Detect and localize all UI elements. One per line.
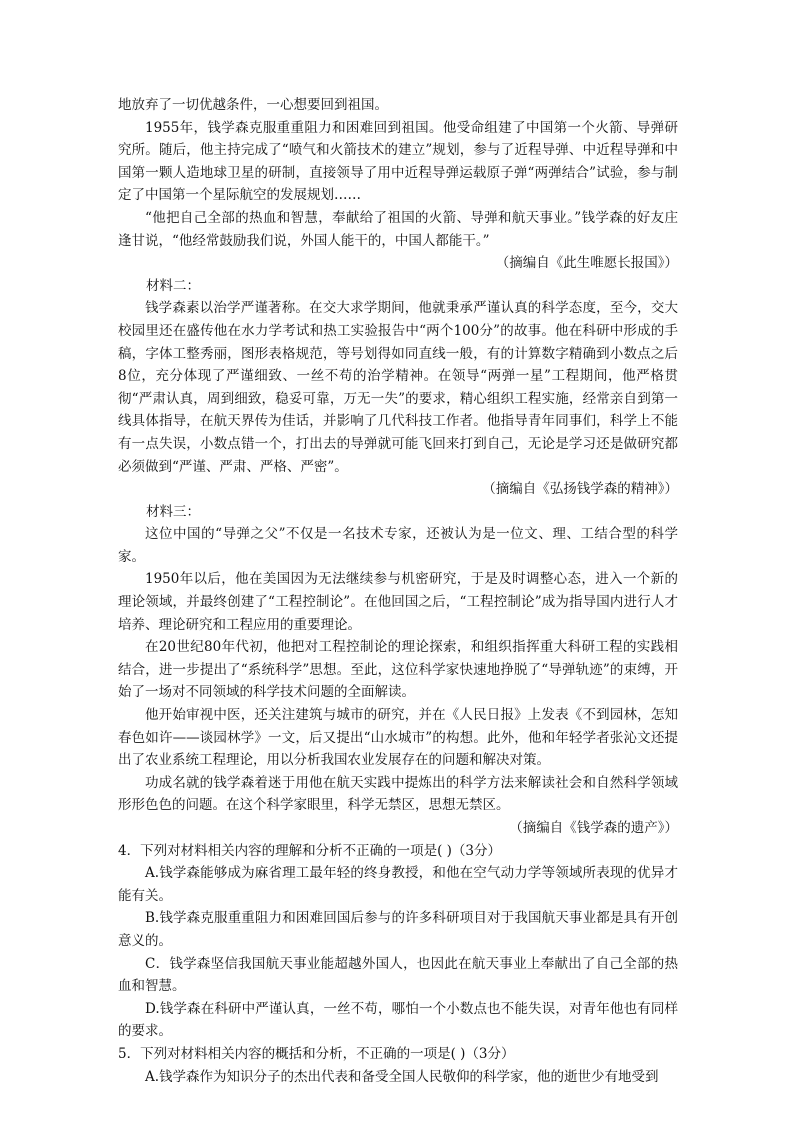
paragraph: 1955年，钱学森克服重重阻力和困难回到祖国。他受命组建了中国第一个火箭、导弹研究所。随后，他主持完成了“喷气和火箭技术的建立”规划，参与了近程导弹、中近程导弹和中国第一颗人造地球卫星的研制，直接领导了用中近程导弹运载原子弹“两弹结合”试验，参与制定了中国第一个星际航空的发展规划…… <box>118 119 678 204</box>
answer-option: D.钱学森在科研中严谨认真，一丝不苟，哪怕一个小数点也不能失误，对青年他也有同样的要求。 <box>118 1000 678 1040</box>
material-heading: 材料三： <box>146 503 200 520</box>
answer-option: C．钱学森坚信我国航天事业能超越外国人，也因此在航天事业上奉献出了自己全部的热血和智慧。 <box>118 955 678 995</box>
question-stem: 4．下列对材料相关内容的理解和分析不正确的一项是( )（3分） <box>118 842 502 859</box>
source-citation: （摘编自《此生唯愿长报国》） <box>495 255 678 272</box>
question-stem: 5．下列对材料相关内容的概括和分析，不正确的一项是( )（3分） <box>118 1045 515 1062</box>
answer-option: A.钱学森能够成为麻省理工最年轻的终身教授，和他在空气动力学等领域所表现的优异才能有关。 <box>118 865 678 904</box>
paragraph: 在20世纪80年代初，他把对工程控制论的理论探索，和组织指挥重大科研工程的实践相结合，进一步提出了“系统科学”思想。至此，这位科学家快速地挣脱了“导弹轨迹”的束缚，开始了一场对不同领域的科学技术问题的全面解读。 <box>118 639 678 701</box>
answer-option: B.钱学森克服重重阻力和困难回国后参与的许多科研项目对于我国航天事业都是具有开创意义的。 <box>118 910 678 949</box>
paragraph: 功成名就的钱学森着迷于用他在航天实践中提炼出的科学方法来解读社会和自然科学领域形形色色的问题。在这个科学家眼里，科学无禁区，思想无禁区。 <box>118 774 678 814</box>
paragraph: 地放弃了一切优越条件，一心想要回到祖国。 <box>118 97 388 113</box>
paragraph: “他把自己全部的热血和智慧，奉献给了祖国的火箭、导弹和航天事业。”钱学森的好友庄逢甘说，“他经常鼓励我们说，外国人能干的，中国人都能干。” <box>118 209 678 249</box>
material-heading: 材料二： <box>146 277 200 294</box>
answer-option: A.钱学森作为知识分子的杰出代表和备受全国人民敬仰的科学家，他的逝世少有地受到 <box>145 1068 659 1085</box>
paragraph: 1950年以后，他在美国因为无法继续参与机密研究，于是及时调整心态，进入一个新的理论领域，并最终创建了“工程控制论”。在他回国之后，“工程控制论”成为指导国内进行人才培养、理论研究和工程应用的重要理论。 <box>118 571 678 633</box>
source-citation: （摘编自《钱学森的遗产》） <box>509 820 678 836</box>
source-citation: （摘编自《弘扬钱学森的精神》） <box>482 481 678 498</box>
paragraph: 他开始审视中医，还关注建筑与城市的研究，并在《人民日报》上发表《不到园林，怎知春色如许——谈园林学》一文，后又提出“山水城市”的构想。此外，他和年轻学者张沁文还提出了农业系统工程理论，用以分析我国农业发展存在的问题和解决对策。 <box>118 707 678 769</box>
document-page <box>118 94 678 1088</box>
paragraph: 钱学森素以治学严谨著称。在交大求学期间，他就秉承严谨认真的科学态度，至今，交大校园里还在盛传他在水力学考试和热工实验报告中“两个100分”的故事。他在科研中形成的手稿，字体工整秀丽，图形表格规范，等号划得如同直线一般，有的计算数字精确到小数点之后8位，充分体现了严谨细致、一丝不苟的治学精神。在领导“两弹一星”工程期间，他严格贯彻“严肃认真，周到细致，稳妥可靠，万无一失”的要求，精心组织工程实施，经常亲自到第一线具体指导，在航天界传为佳话，并影响了几代科技工作者。他指导青年同事们，科学上不能有一点失误，小数点错一个，打出去的导弹就可能飞回来打到自己，无论是学习还是做研究都必须做到“严谨、严肃、严格、严密”。 <box>118 300 678 475</box>
paragraph: 这位中国的“导弹之父”不仅是一名技术专家，还被认为是一位文、理、工结合型的科学家。 <box>118 526 678 565</box>
